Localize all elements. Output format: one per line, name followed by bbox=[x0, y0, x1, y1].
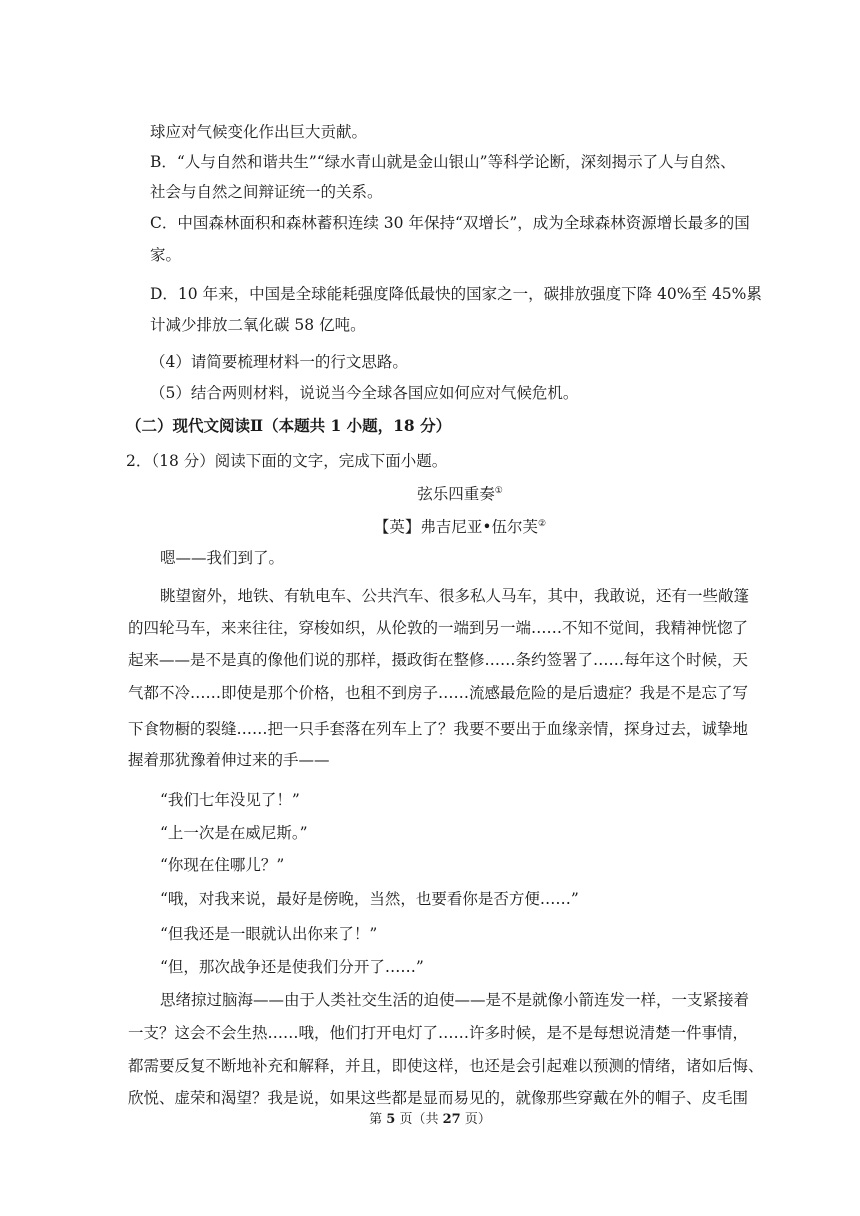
paragraph-line: 眺望窗外，地铁、有轨电车、公共汽车、很多私人马车，其中，我敢说，还有一些敞篷 bbox=[160, 587, 750, 605]
dialogue-line: “上一次是在威尼斯。” bbox=[160, 824, 308, 842]
option-c-line: C．中国森林面积和森林蓄积连续 30 年保持“双增长”，成为全球森林资源增长最多的国 bbox=[150, 214, 750, 232]
option-b-line: B．“人与自然和谐共生”“绿水青山就是金山银山”等科学论断，深刻揭示了人与自然、 bbox=[150, 153, 736, 171]
page-number: 5 bbox=[386, 1112, 396, 1127]
question-5: （5）结合两则材料，说说当今全球各国应如何应对气候危机。 bbox=[150, 384, 579, 402]
article-title bbox=[0, 484, 860, 504]
dialogue-line: “你现在住哪儿？” bbox=[160, 856, 285, 874]
article-title-text: 弦乐四重奏 bbox=[417, 485, 495, 503]
paragraph-line: 思绪掠过脑海——由于人类社交生活的迫使——是不是就像小箭连发一样，一支紧接着 bbox=[160, 991, 750, 1009]
paragraph-line: 一支？这会不会生热……哦，他们打开电灯了……许多时候，是不是每想说清楚一件事情， bbox=[128, 1024, 749, 1042]
paragraph-line: 气都不冷……即使是那个价格，也租不到房子……流感最危险的是后遗症？我是不是忘了写 bbox=[128, 684, 749, 702]
question-2-intro: 2．（18 分）阅读下面的文字，完成下面小题。 bbox=[126, 452, 448, 470]
paragraph-line: 的四轮马车，来来往往，穿梭如织，从伦敦的一端到另一端……不知不觉间，我精神恍惚了 bbox=[128, 619, 749, 637]
article-author bbox=[0, 517, 860, 537]
page-total: 27 bbox=[442, 1112, 461, 1127]
paragraph-line: 起来——是不是真的像他们说的那样，摄政街在整修……条约签署了……每年这个时候，天 bbox=[128, 651, 749, 669]
option-d-line: D．10 年来，中国是全球能耗强度降低最快的国家之一，碳排放强度下降 40%至 45%累 bbox=[150, 285, 762, 303]
paragraph-line: 球应对气候变化作出巨大贡献。 bbox=[150, 123, 368, 141]
title-footnote-mark: ① bbox=[494, 485, 503, 496]
question-4: （4）请简要梳理材料一的行文思路。 bbox=[150, 353, 408, 371]
author-footnote-mark: ② bbox=[538, 518, 547, 529]
paragraph-line: 嗯——我们到了。 bbox=[160, 549, 285, 567]
section-heading: （二）现代文阅读Ⅱ（本题共 1 小题，18 分） bbox=[126, 416, 452, 435]
dialogue-line: “哦，对我来说，最好是傍晚，当然，也要看你是否方便……” bbox=[160, 890, 579, 908]
page-footer: 第 5 页（共 27 页） bbox=[369, 1112, 491, 1127]
paragraph-line: 下食物橱的裂缝……把一只手套落在列车上了？我要不要出于血缘亲情，探身过去，诚挚地 bbox=[128, 720, 749, 738]
paragraph-line: 欣悦、虚荣和渴望？我是说，如果这些都是显而易见的，就像那些穿戴在外的帽子、皮毛围 bbox=[128, 1089, 749, 1107]
paragraph-line: 计减少排放二氧化碳 58 亿吨。 bbox=[150, 316, 366, 334]
paragraph-line: 握着那犹豫着伸过来的手—— bbox=[128, 751, 330, 769]
paragraph-line: 都需要反复不断地补充和解释，并且，即使这样，也还是会引起难以预测的情绪，诸如后悔、 bbox=[128, 1057, 764, 1075]
paragraph-line: 家。 bbox=[150, 246, 182, 264]
dialogue-line: “我们七年没见了！” bbox=[160, 791, 300, 809]
dialogue-line: “但，那次战争还是使我们分开了……” bbox=[160, 958, 424, 976]
paragraph-line: 社会与自然之间辩证统一的关系。 bbox=[150, 183, 383, 201]
dialogue-line: “但我还是一眼就认出你来了！” bbox=[160, 925, 378, 943]
article-author-text: 【英】弗吉尼亚•伍尔芙 bbox=[373, 518, 539, 536]
